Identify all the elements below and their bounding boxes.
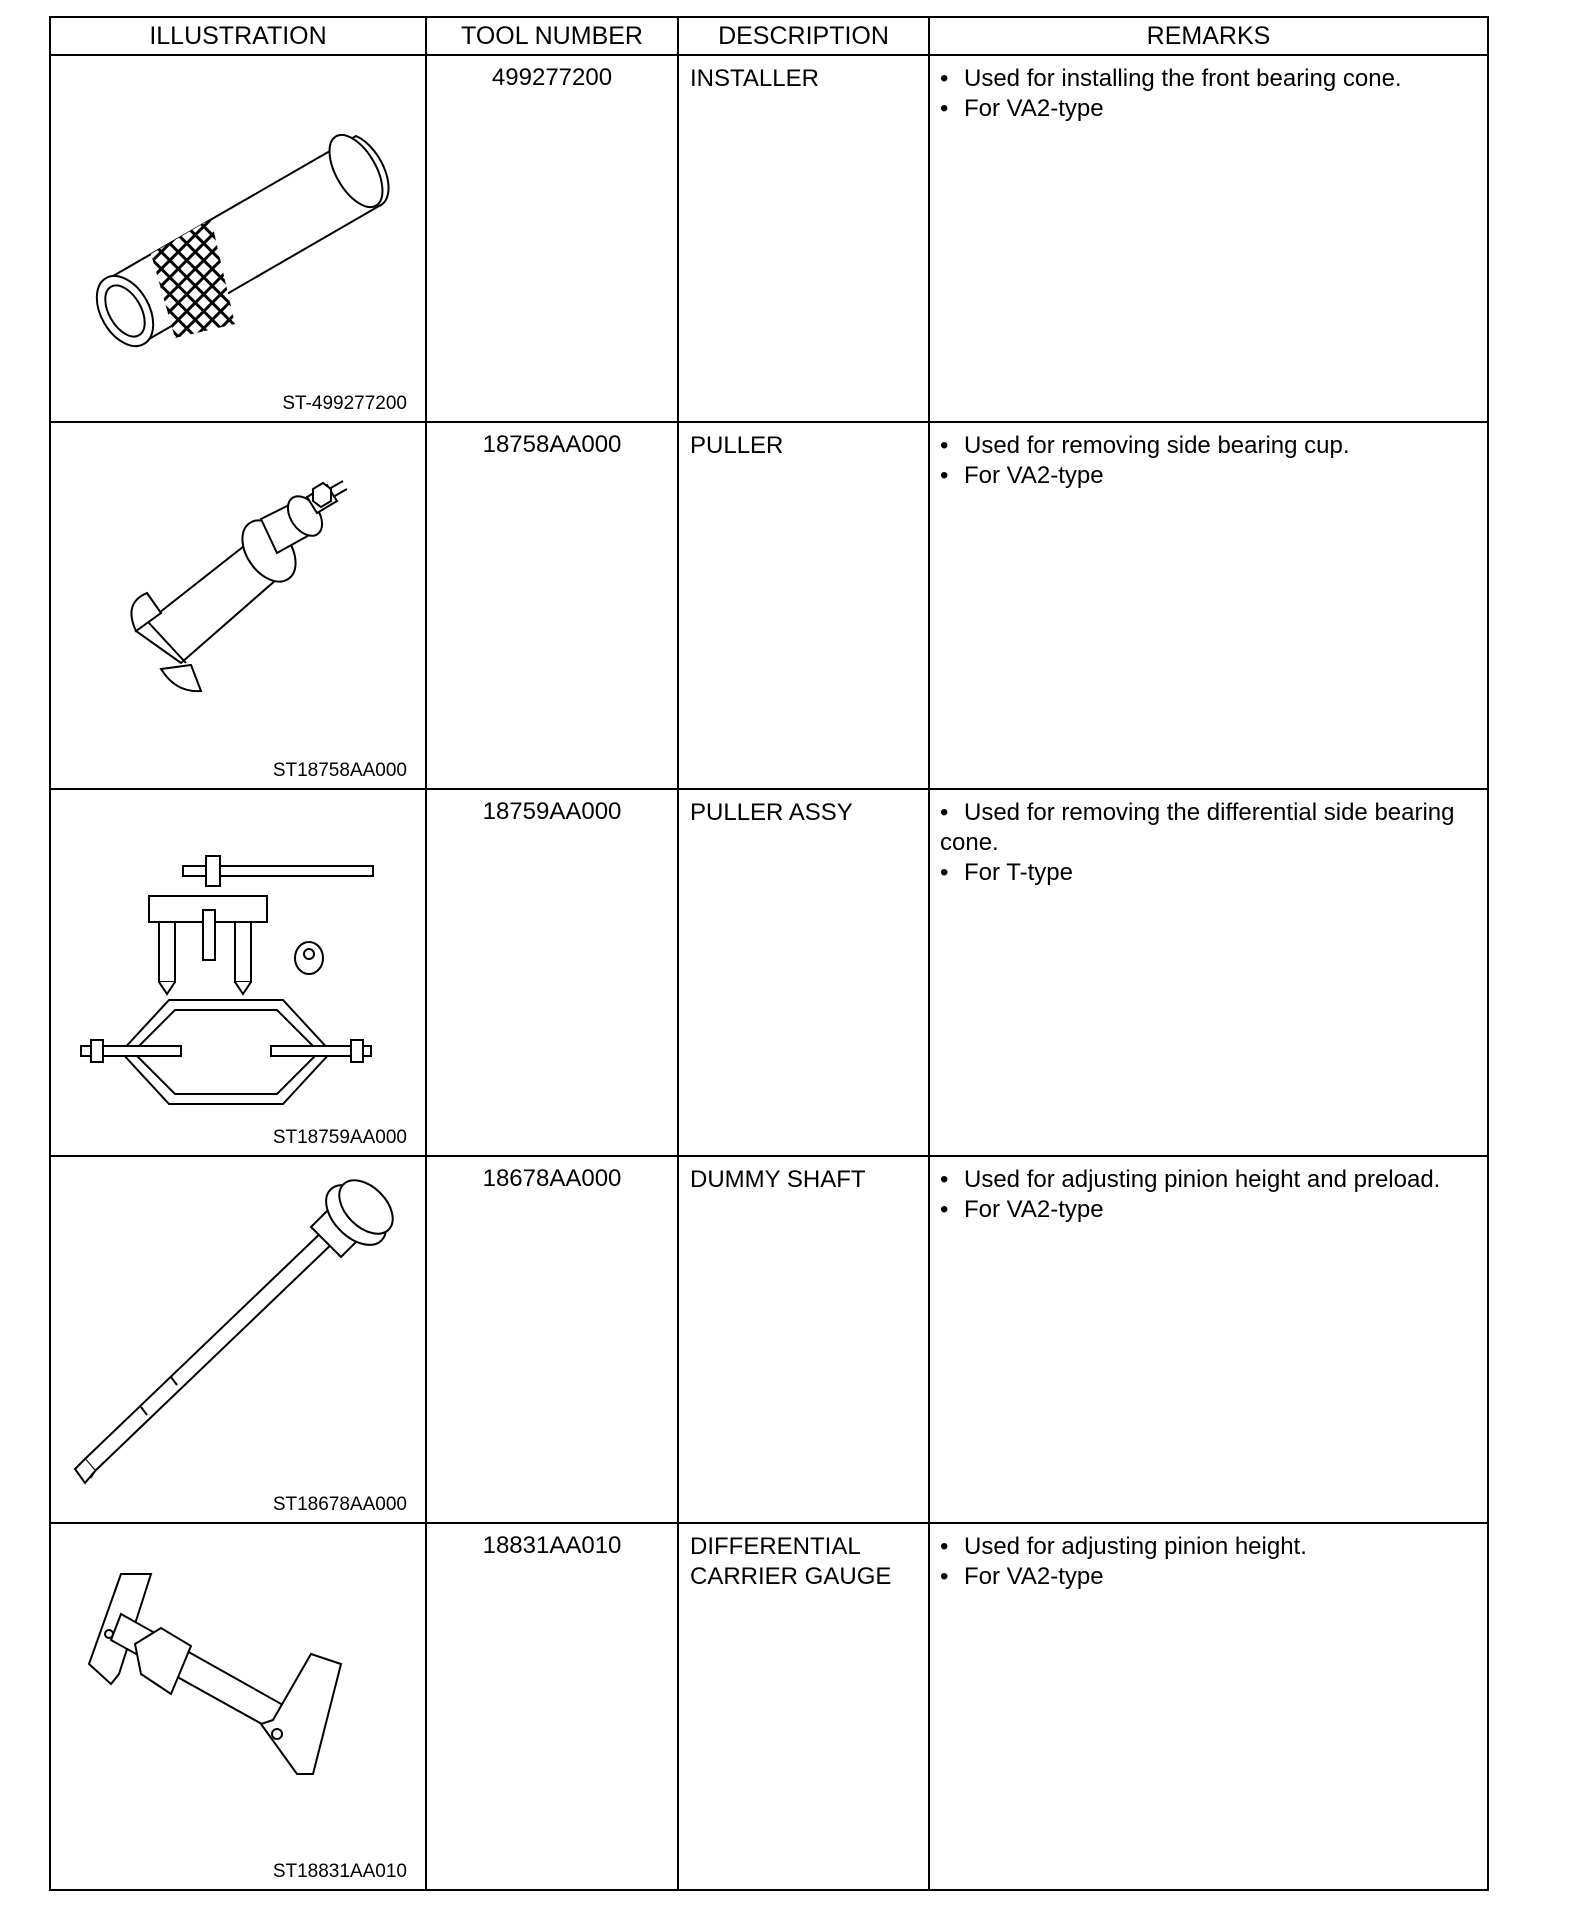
tool-number: 18831AA010 [482,1532,622,1559]
tool-description: PULLER ASSY [690,799,853,826]
st-label: ST18831AA010 [272,1861,407,1882]
remarks-list [940,431,1477,491]
tool-description: DIFFERENTIAL CARRIER GAUGE [690,1533,892,1590]
remark-item: • For VA2-type [940,1563,1104,1590]
tool-description: INSTALLER [690,65,819,92]
st-label: ST18759AA000 [272,1127,407,1148]
installer-illustration [51,56,427,421]
illustration-cell [50,422,426,789]
header-row [50,17,1488,55]
header-tool-number: TOOL NUMBER [426,17,678,55]
special-tools-table [49,16,1489,1891]
remark-item: • Used for removing the differential side bearing cone. [940,799,1455,856]
remark-item: • Used for adjusting pinion height and preload. [940,1166,1441,1193]
table-row [50,422,1488,789]
tool-number: 18678AA000 [482,1165,622,1192]
tool-number: 18758AA000 [482,431,622,458]
tool-number: 18759AA000 [482,798,622,825]
carrier-gauge-illustration [51,1524,427,1889]
st-label: ST18758AA000 [272,760,407,781]
tool-number: 499277200 [491,64,613,91]
remark-item: • For VA2-type [940,1196,1104,1223]
remarks-list [940,798,1477,888]
puller-assy-illustration [51,790,427,1155]
remarks-list [940,64,1477,124]
table-row [50,55,1488,422]
header-description: DESCRIPTION [678,17,929,55]
remark-item: • For T-type [940,859,1073,886]
st-label: ST18678AA000 [272,1494,407,1515]
puller-illustration [51,423,427,788]
remark-item: • Used for removing side bearing cup. [940,432,1350,459]
illustration-cell [50,789,426,1156]
table-row [50,789,1488,1156]
table-row [50,1523,1488,1890]
header-remarks: REMARKS [929,17,1488,55]
dummy-shaft-illustration [51,1157,427,1522]
remarks-list [940,1532,1477,1592]
st-label: ST-499277200 [282,393,407,414]
remarks-list [940,1165,1477,1225]
tool-description: DUMMY SHAFT [690,1166,866,1193]
illustration-cell [50,1156,426,1523]
header-illustration: ILLUSTRATION [50,17,426,55]
illustration-cell [50,1523,426,1890]
remark-item: • Used for installing the front bearing cone. [940,65,1402,92]
table-row [50,1156,1488,1523]
remark-item: • For VA2-type [940,95,1104,122]
remark-item: • For VA2-type [940,462,1104,489]
remark-item: • Used for adjusting pinion height. [940,1533,1307,1560]
tool-description: PULLER [690,432,784,459]
illustration-cell [50,55,426,422]
